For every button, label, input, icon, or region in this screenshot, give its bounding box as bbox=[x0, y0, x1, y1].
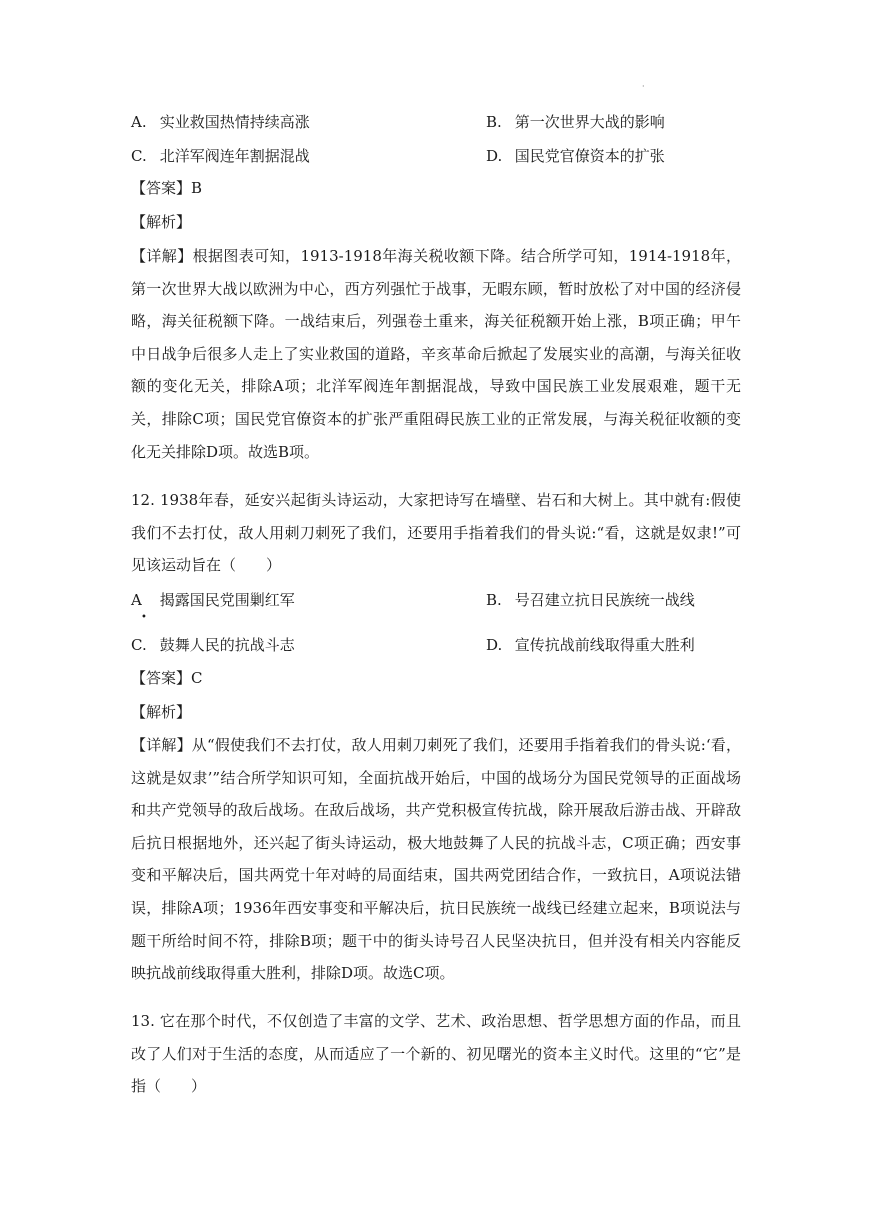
q13-stem: 13. 它在那个时代，不仅创造了丰富的文学、艺术、政治思想、哲学思想方面的作品，而且改了人们对于生活的态度，从而适应了一个新的、初见曙光的资本主义时代。这里的“它”是指（ ） bbox=[131, 1012, 741, 1096]
q11-option-d: D. 国民党官僚资本的扩张 bbox=[486, 147, 665, 165]
q11-option-c: C. 北洋军阀连年割据混战 bbox=[131, 147, 310, 165]
q12-detail: 【详解】从“假使我们不去打仗，敌人用刺刀刺死了我们，还要用手指着我们的骨头说:‘看，这就是奴隶’”结合所学知识可知，全面抗战开始后，中国的战场分为国民党领导的正面战场和共产党领导的敌后战场。在敌后战场，共产党积极宣传抗战，除开展敌后游击战、开辟敌后抗日根据地外，还兴起了街头诗运动，极大地鼓舞了人民的抗战斗志，C项正确；西安事变和平解决后，国共两党十年对峙的局面结束，国共两党团结合作，一致抗日，A项说法错误，排除A项；1936年西安事变和平解决后，抗日民族统一战线已经建立起来，B项说法与题干所给时间不符，排除B项；题干中的街头诗号召人民坚决抗日，但并没有相关内容能反映抗战前线取得重大胜利，排除D项。故选C项。 bbox=[131, 736, 741, 983]
q12-option-c: C. 鼓舞人民的抗战斗志 bbox=[131, 636, 295, 654]
q12-answer: 【答案】C bbox=[131, 669, 203, 687]
q11-answer: 【答案】B bbox=[131, 179, 203, 197]
q11-analysis-label: 【解析】 bbox=[131, 213, 192, 231]
q11-option-b: B. 第一次世界大战的影响 bbox=[486, 113, 665, 131]
q12-option-b: B. 号召建立抗日民族统一战线 bbox=[486, 591, 695, 609]
q12-option-d: D. 宣传抗战前线取得重大胜利 bbox=[486, 636, 695, 654]
q11-detail: 【详解】根据图表可知，1913-1918年海关税收额下降。结合所学可知，1914-1918年，第一次世界大战以欧洲为中心，西方列强忙于战事，无暇东顾，暂时放松了对中国的经济侵略，海关征税额下降。一战结束后，列强卷土重来，海关征税额开始上涨，B项正确；甲午中日战争后很多人走上了实业救国的道路，辛亥革命后掀起了发展实业的高潮，与海关征收额的变化无关，排除A项；北洋军阀连年割据混战，导致中国民族工业发展艰难，题干无关，排除C项；国民党官僚资本的扩张严重阻碍民族工业的正常发展，与海关税征收额的变化无关排除D项。故选B项。 bbox=[131, 247, 741, 461]
header-dot: · bbox=[642, 82, 645, 91]
stray-dot: • bbox=[141, 612, 147, 623]
q12-option-a: A 揭露国民党围剿红军 bbox=[131, 591, 295, 609]
q12-analysis-label: 【解析】 bbox=[131, 703, 192, 721]
q11-option-a: A. 实业救国热情持续高涨 bbox=[131, 113, 310, 131]
q12-stem: 12. 1938年春，延安兴起街头诗运动，大家把诗写在墙壁、岩石和大树上。其中就有:假使我们不去打仗，敌人用刺刀刺死了我们，还要用手指着我们的骨头说:“看，这就是奴隶!”可见该运动旨在（ ） bbox=[131, 491, 741, 575]
